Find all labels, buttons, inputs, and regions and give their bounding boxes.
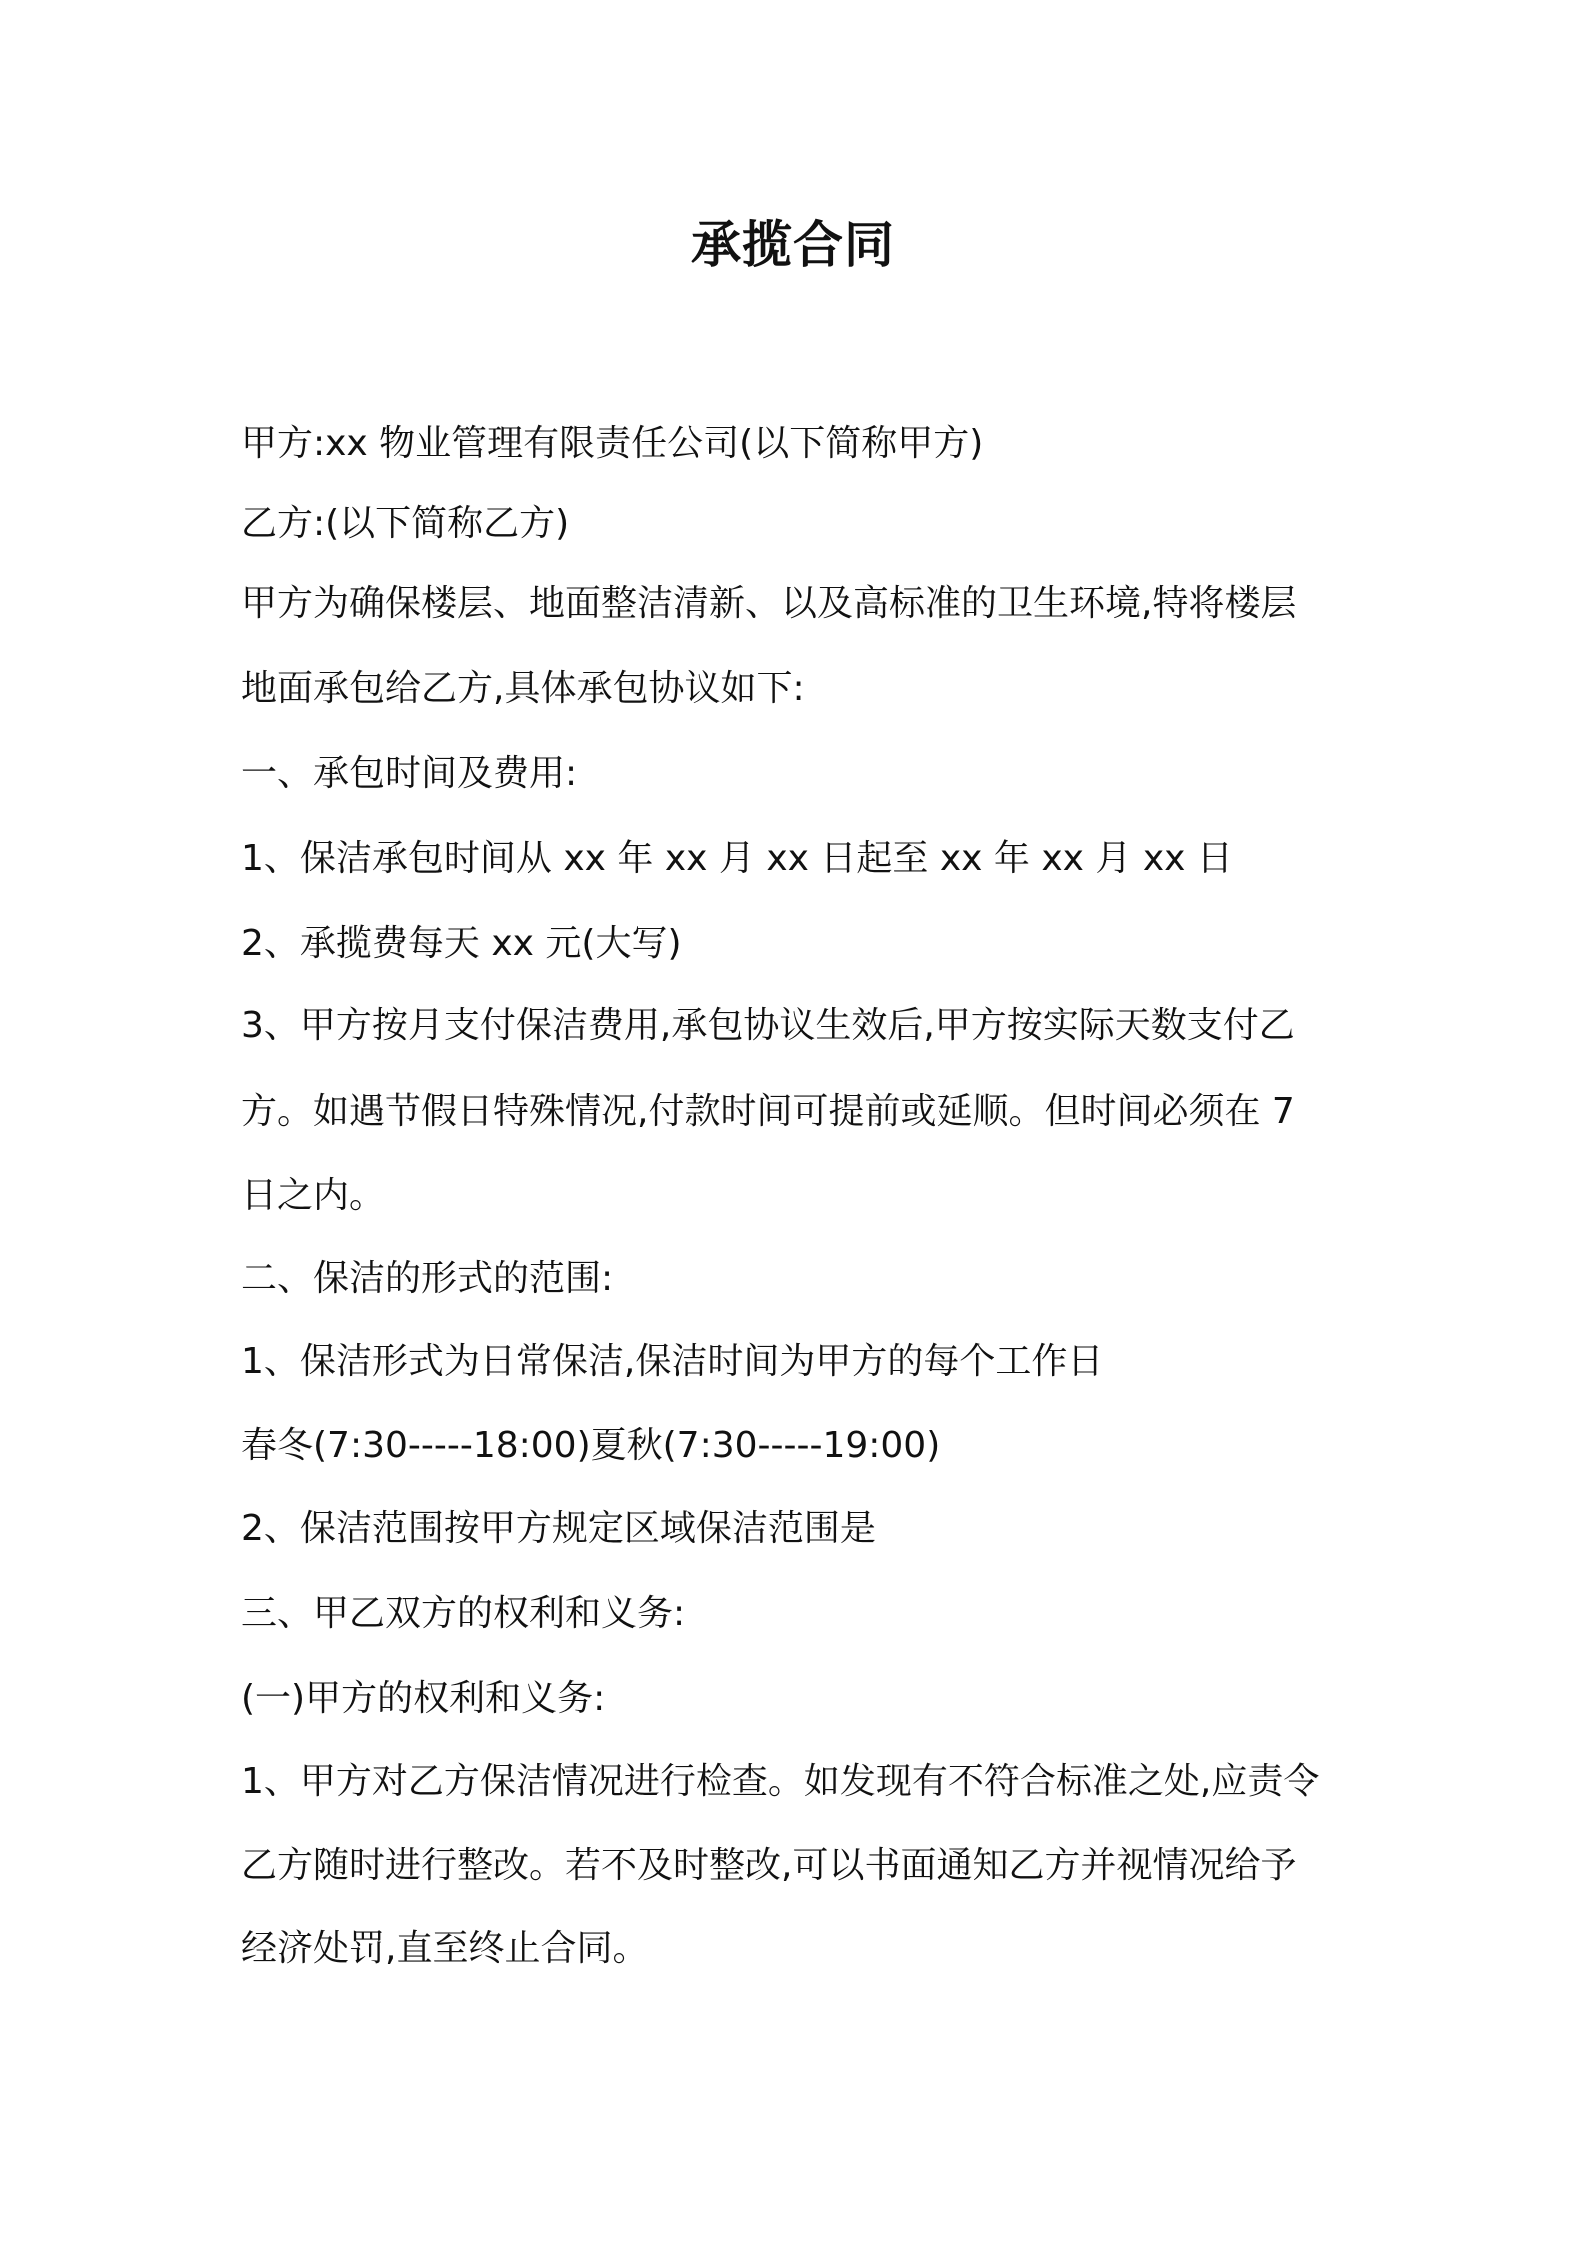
clause-line: 1、甲方对乙方保洁情况进行检查。如发现有不符合标准之处,应责令	[241, 1761, 1320, 1802]
paragraph-line: 甲方为确保楼层、地面整洁清新、以及高标准的卫生环境,特将楼层	[241, 583, 1297, 624]
clause-line: 1、保洁形式为日常保洁,保洁时间为甲方的每个工作日	[241, 1341, 1104, 1382]
clause-line: 经济处罚,直至终止合同。	[241, 1928, 649, 1969]
section-heading: 三、甲乙双方的权利和义务:	[241, 1593, 686, 1634]
paragraph-line: 地面承包给乙方,具体承包协议如下:	[241, 668, 805, 709]
clause-line: 2、承揽费每天 xx 元(大写)	[241, 923, 682, 964]
clause-line: 日之内。	[241, 1175, 386, 1216]
section-heading: 二、保洁的形式的范围:	[241, 1258, 614, 1299]
clause-line: 春冬(7:30-----18:00)夏秋(7:30-----19:00)	[241, 1425, 941, 1466]
clause-line: 方。如遇节假日特殊情况,付款时间可提前或延顺。但时间必须在 7	[241, 1091, 1295, 1132]
subsection-heading: (一)甲方的权利和义务:	[241, 1678, 606, 1719]
party-a-line: 甲方:xx 物业管理有限责任公司(以下简称甲方)	[241, 423, 984, 464]
clause-line: 乙方随时进行整改。若不及时整改,可以书面通知乙方并视情况给予	[241, 1845, 1297, 1886]
clause-line: 1、保洁承包时间从 xx 年 xx 月 xx 日起至 xx 年 xx 月 xx 日	[241, 838, 1233, 879]
document-title: 承揽合同	[691, 216, 895, 274]
clause-line: 2、保洁范围按甲方规定区域保洁范围是	[241, 1508, 876, 1549]
clause-line: 3、甲方按月支付保洁费用,承包协议生效后,甲方按实际天数支付乙	[241, 1005, 1295, 1046]
party-b-line: 乙方:(以下简称乙方)	[241, 503, 570, 544]
section-heading: 一、承包时间及费用:	[241, 753, 578, 794]
